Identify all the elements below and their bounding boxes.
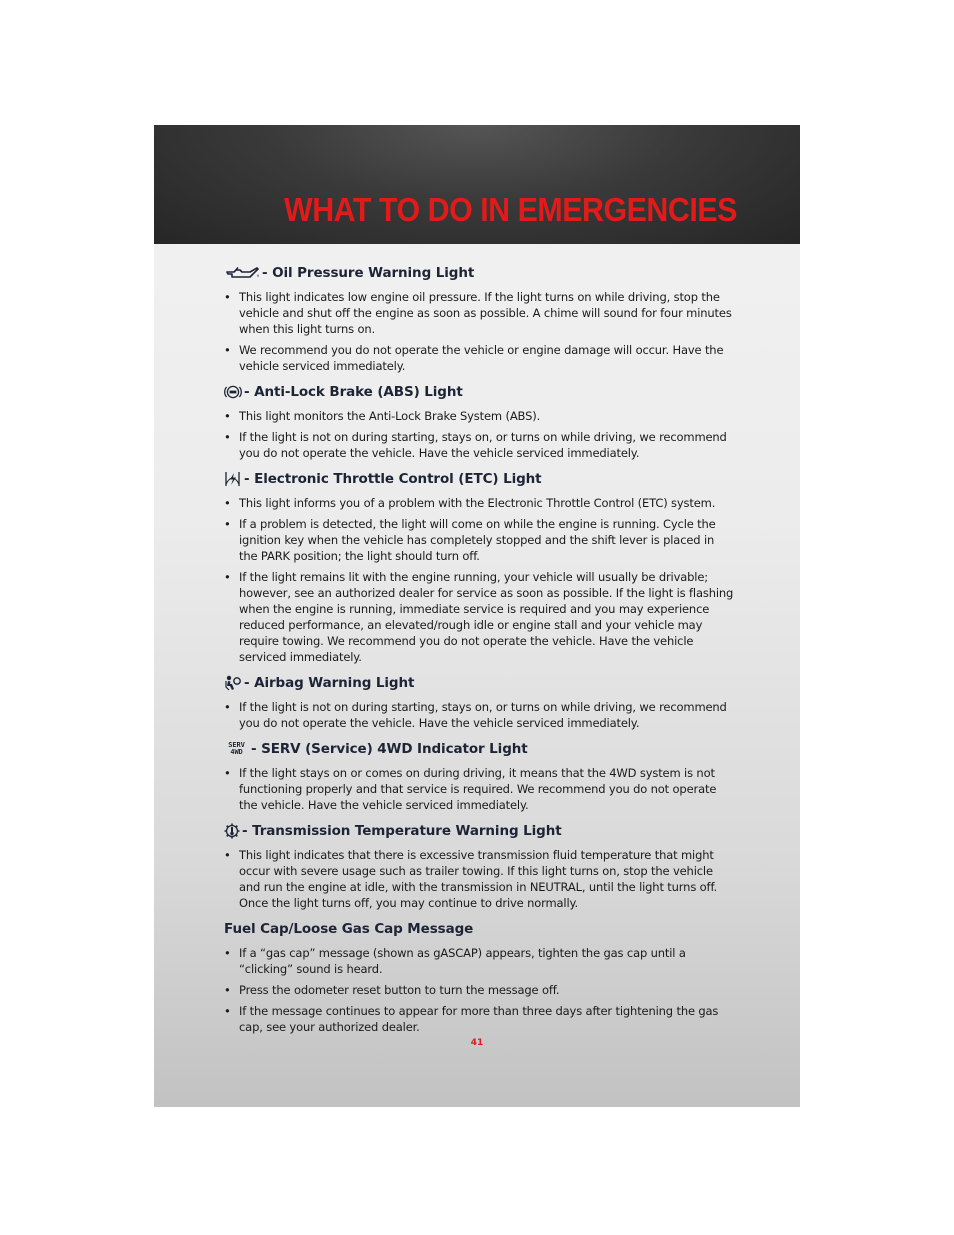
bullet-list	[224, 699, 734, 731]
serv-4wd-icon	[224, 742, 249, 757]
section-heading-text: - Anti-Lock Brake (ABS) Light	[244, 384, 463, 400]
list-item: • If a problem is detected, the light will come on while the engine is running. Cycle the ignition key when the vehicle has completely stopped and the shift lever is placed in the PARK position; the light should turn off.	[224, 516, 734, 564]
content-column	[224, 265, 734, 1045]
bullet-list	[224, 945, 734, 1035]
throttle-lightning-icon	[224, 471, 242, 487]
list-item: • Press the odometer reset button to turn the message off.	[224, 982, 734, 998]
list-item: • This light monitors the Anti-Lock Brake System (ABS).	[224, 408, 734, 424]
section-heading	[224, 921, 734, 937]
section-heading	[224, 741, 734, 757]
section-serv-4wd	[224, 741, 734, 813]
section-heading-text: - Electronic Throttle Control (ETC) Light	[244, 471, 542, 487]
section-oil-pressure	[224, 265, 734, 374]
bullet-list	[224, 408, 734, 461]
section-heading-text: - Airbag Warning Light	[244, 675, 415, 691]
serv-icon-line: 4WD	[230, 748, 243, 756]
list-item: • If the light is not on during starting, stays on, or turns on while driving, we recommend you do not operate the vehicle. Have the vehicle serviced immediately.	[224, 699, 734, 731]
section-heading-text: - Transmission Temperature Warning Light	[242, 823, 562, 839]
section-heading	[224, 471, 734, 487]
section-heading	[224, 384, 734, 400]
oil-can-icon	[224, 266, 260, 280]
section-heading	[224, 265, 734, 281]
list-item: • We recommend you do not operate the vehicle or engine damage will occur. Have the vehicle serviced immediately.	[224, 342, 734, 374]
section-heading-text: Fuel Cap/Loose Gas Cap Message	[224, 921, 474, 937]
section-abs	[224, 384, 734, 461]
list-item: • This light indicates low engine oil pressure. If the light turns on while driving, stop the vehicle and shut off the engine as soon as possible. A chime will sound for four minutes when this light turns on.	[224, 289, 734, 337]
list-item: • This light indicates that there is excessive transmission fluid temperature that might occur with severe usage such as trailer towing. If this light turns on, stop the vehicle and run the engine at idle, with the transmission in NEUTRAL, until the light turns off. Once the light turns off, you may continue to drive normally.	[224, 847, 734, 911]
section-airbag	[224, 675, 734, 731]
section-etc	[224, 471, 734, 665]
list-item: • If a “gas cap” message (shown as gASCAP) appears, tighten the gas cap until a “clicking” sound is heard.	[224, 945, 734, 977]
bullet-list	[224, 847, 734, 911]
bullet-list	[224, 495, 734, 665]
section-fuel-cap	[224, 921, 734, 1035]
section-banner	[154, 125, 800, 244]
bullet-list	[224, 289, 734, 374]
serv-icon-line: SERV	[228, 740, 245, 749]
transmission-temperature-icon	[224, 823, 240, 839]
section-heading	[224, 675, 734, 691]
section-transmission-temp	[224, 823, 734, 911]
manual-page	[154, 125, 800, 1107]
page-title: WHAT TO DO IN EMERGENCIES	[284, 191, 737, 228]
list-item: • If the message continues to appear for more than three days after tightening the gas cap, see your authorized dealer.	[224, 1003, 734, 1035]
section-heading-text: - SERV (Service) 4WD Indicator Light	[251, 741, 528, 757]
section-heading	[224, 823, 734, 839]
page-number: 41	[470, 1038, 484, 1048]
airbag-icon	[224, 675, 242, 691]
list-item: • This light informs you of a problem with the Electronic Throttle Control (ETC) system.	[224, 495, 734, 511]
abs-icon	[224, 384, 242, 400]
section-heading-text: - Oil Pressure Warning Light	[262, 265, 475, 281]
list-item: • If the light is not on during starting, stays on, or turns on while driving, we recommend you do not operate the vehicle. Have the vehicle serviced immediately.	[224, 429, 734, 461]
list-item: • If the light stays on or comes on during driving, it means that the 4WD system is not functioning properly and that service is required. We recommend you do not operate the vehicle. Have the vehicle serviced immediately.	[224, 765, 734, 813]
bullet-list	[224, 765, 734, 813]
list-item: • If the light remains lit with the engine running, your vehicle will usually be drivable; however, see an authorized dealer for service as soon as possible. If the light is flashing when the engine is running, immediate service is required and you may experience reduced performance, an elevated/rough idle or engine stall and your vehicle may require towing. We recommend you do not operate the vehicle. Have the vehicle serviced immediately.	[224, 569, 734, 665]
